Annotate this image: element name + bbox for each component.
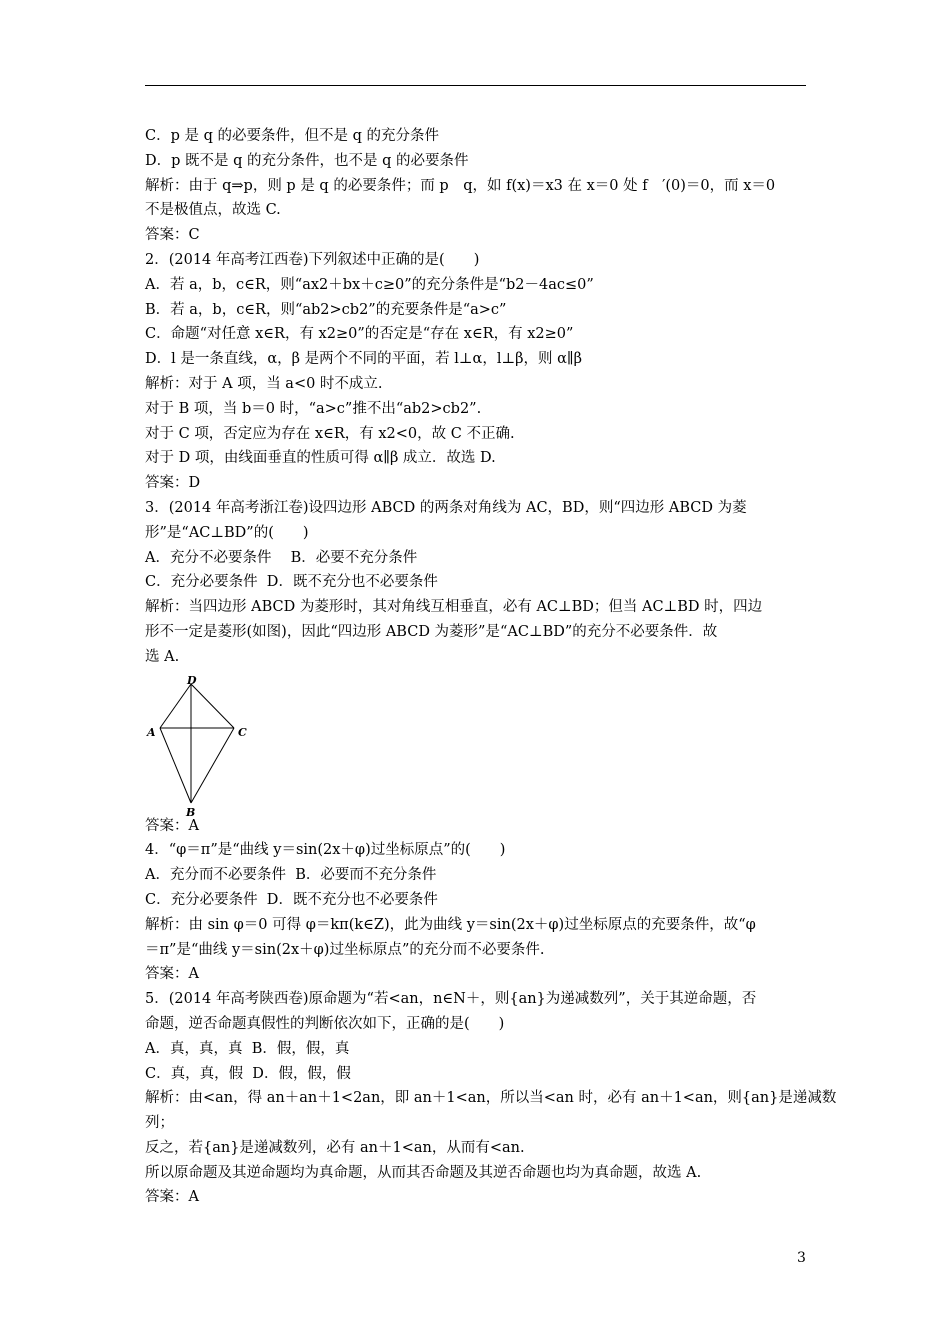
text-line: C．充分必要条件 D．既不充分也不必要条件 <box>145 574 438 591</box>
text-line: 答案：A <box>145 966 199 983</box>
header-rule <box>145 85 806 86</box>
text-line: ＝π”是“曲线 y＝sin(2x＋φ)过坐标原点”的充分而不必要条件. <box>145 941 545 958</box>
text-line: 答案：C <box>145 227 200 244</box>
text-line: C．p 是 q 的必要条件，但不是 q 的充分条件 <box>145 128 439 144</box>
text-line: 解析：对于 A 项，当 a<0 时不成立. <box>145 375 383 392</box>
text-line: C．真，真，假 D．假，假，假 <box>145 1065 351 1082</box>
text-line: 反之，若{an}是递减数列，必有 an＋1<an，从而有<an. <box>145 1139 525 1156</box>
edge-cb <box>191 728 234 803</box>
text-line: 3．(2014 年高考浙江卷)设四边形 ABCD 的两条对角线为 AC，BD，则“四边形 ABCD 为菱 <box>145 499 747 516</box>
kite-diagram <box>145 672 265 812</box>
document-body <box>145 124 837 1210</box>
text-line: 解析：由 sin φ＝0 可得 φ＝kπ(k∈Z)，此为曲线 y＝sin(2x＋φ)过坐标原点的充要条件，故“φ <box>145 916 756 933</box>
text-line: A．充分不必要条件 B．必要不充分条件 <box>145 549 418 566</box>
text-line: 所以原命题及其逆命题均为真命题，从而其否命题及其逆否命题也均为真命题，故选 A. <box>145 1164 702 1181</box>
text-line: 2．(2014 年高考江西卷)下列叙述中正确的是( ) <box>145 251 480 268</box>
text-line: 选 A. <box>145 648 180 665</box>
text-line: 命题，逆否命题真假性的判断依次如下，正确的是( ) <box>145 1015 505 1032</box>
edge-dc <box>191 684 234 728</box>
text-line: 对于 C 项，否定应为存在 x∈R，有 x2<0，故 C 不正确. <box>145 425 515 442</box>
text-line: 形”是“AC⊥BD”的( ) <box>145 524 309 541</box>
text-line: 答案：D <box>145 475 201 492</box>
vertex-label-d: D <box>187 673 197 687</box>
edge-ab <box>160 728 191 803</box>
text-line: 形不一定是菱形(如图)，因此“四边形 ABCD 为菱形”是“AC⊥BD”的充分不必要条件．故 <box>145 623 718 640</box>
vertex-label-c: C <box>238 725 247 739</box>
text-line: 对于 B 项，当 b＝0 时，“a>c”推不出“ab2>cb2”. <box>145 400 482 417</box>
text-line: 4．“φ＝π”是“曲线 y＝sin(2x＋φ)过坐标原点”的( ) <box>145 842 506 859</box>
text-line: C．命题“对任意 x∈R，有 x2≥0”的否定是“存在 x∈R，有 x2≥0” <box>145 326 574 343</box>
text-line: 答案：A <box>145 817 199 834</box>
text-block-before-figure <box>145 124 807 670</box>
page-number: 3 <box>797 1250 806 1266</box>
text-line: D．l 是一条直线，α，β 是两个不同的平面，若 l⊥α，l⊥β，则 α∥β <box>145 351 582 368</box>
text-line: 列； <box>145 1115 174 1132</box>
text-line: 解析：当四边形 ABCD 为菱形时，其对角线互相垂直，必有 AC⊥BD；但当 AC⊥BD 时，四边 <box>145 599 763 616</box>
text-line: A．真，真，真 B．假，假，真 <box>145 1040 350 1057</box>
text-line: C．充分必要条件 D．既不充分也不必要条件 <box>145 891 438 908</box>
text-block-after-figure <box>145 814 837 1211</box>
vertex-label-a: A <box>147 725 156 739</box>
text-line: B．若 a，b，c∈R，则“ab2>cb2”的充要条件是“a>c” <box>145 301 507 318</box>
text-line: 5．(2014 年高考陕西卷)原命题为“若<an，n∈N＋，则{an}为递减数列”，关于其逆命题，否 <box>145 991 757 1008</box>
text-line: A．充分而不必要条件 B．必要而不充分条件 <box>145 867 437 884</box>
text-line: 解析：由于 q⇒p，则 p 是 q 的必要条件；而 p q，如 f(x)＝x3 在 x＝0 处 f ′(0)＝0，而 x＝0 <box>145 177 776 194</box>
text-line: 解析：由<an，得 an＋an＋1<2an，即 an＋1<an，所以当<an 时，必有 an＋1<an，则{an}是递减数 <box>145 1090 837 1107</box>
text-line: 答案：A <box>145 1189 199 1206</box>
text-line: D．p 既不是 q 的充分条件，也不是 q 的必要条件 <box>145 152 469 169</box>
kite-figure <box>145 672 265 819</box>
text-line: A．若 a，b，c∈R，则“ax2＋bx＋c≥0”的充分条件是“b2－4ac≤0” <box>145 276 594 293</box>
vertex-label-b: B <box>186 805 196 819</box>
text-line: 对于 D 项，由线面垂直的性质可得 α∥β 成立．故选 D. <box>145 450 496 467</box>
text-line: 不是极值点，故选 C. <box>145 202 281 219</box>
